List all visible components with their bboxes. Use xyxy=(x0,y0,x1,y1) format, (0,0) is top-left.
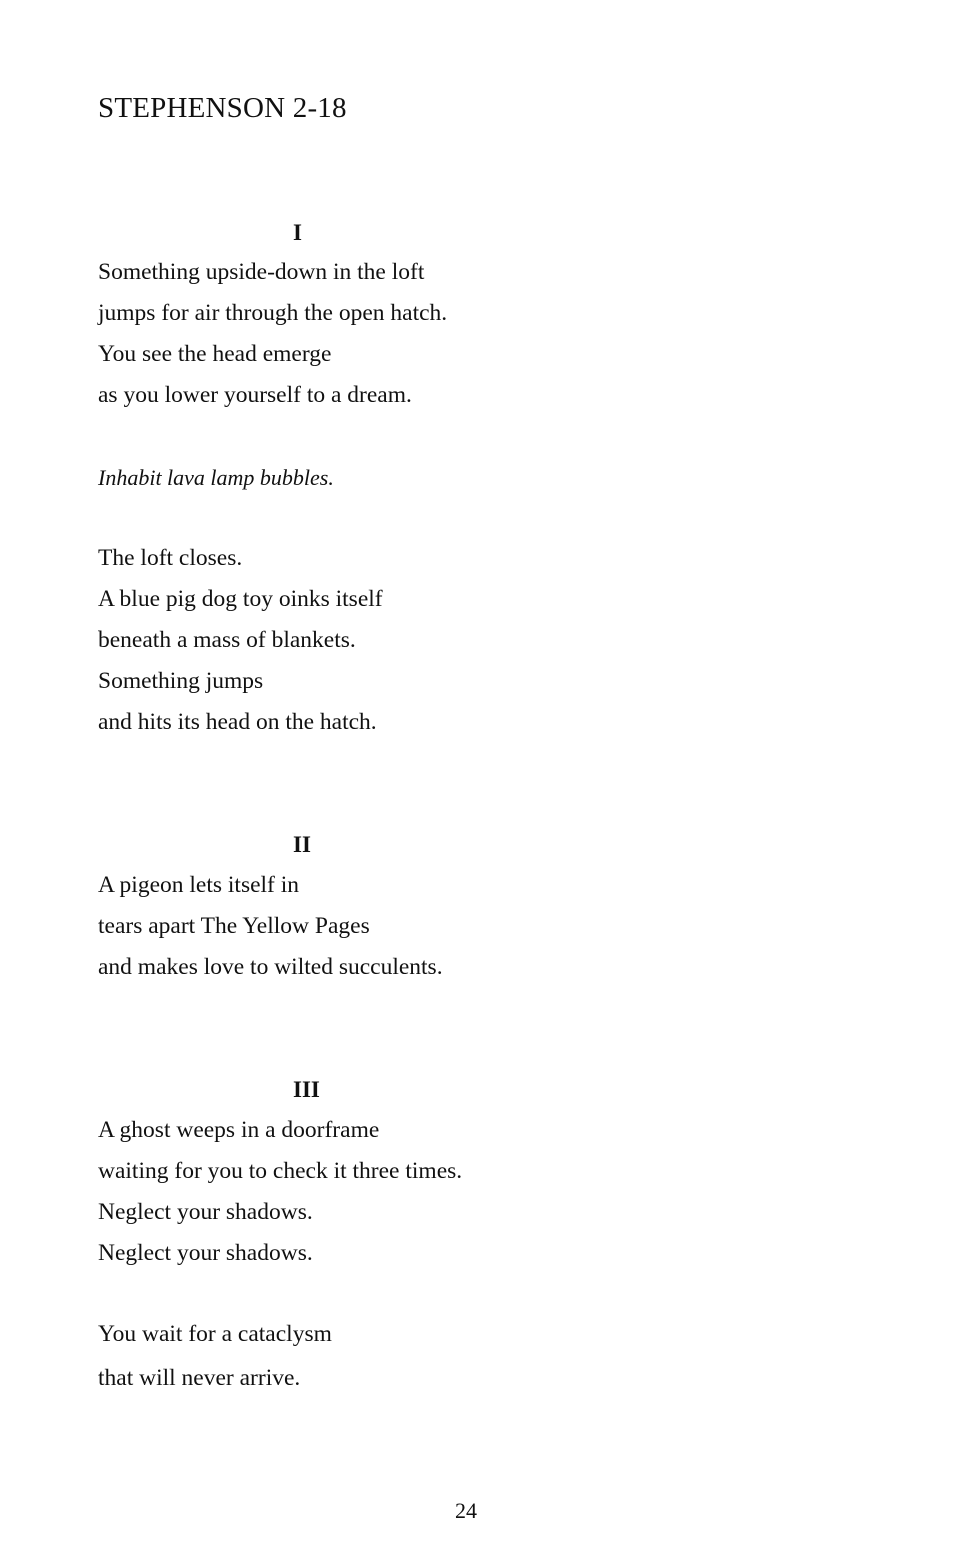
poem-line: You wait for a cataclysm xyxy=(98,1321,332,1347)
poem-line: A blue pig dog toy oinks itself xyxy=(98,586,383,612)
poem-line: A ghost weeps in a doorframe xyxy=(98,1117,380,1143)
section-heading-1: I xyxy=(293,220,302,245)
section-heading-3: III xyxy=(293,1077,320,1102)
poem-line: as you lower yourself to a dream. xyxy=(98,382,412,408)
poem-line: A pigeon lets itself in xyxy=(98,872,300,898)
section-heading-2: II xyxy=(293,832,311,857)
poem-line: and hits its head on the hatch. xyxy=(98,709,377,735)
page-number: 24 xyxy=(455,1498,477,1523)
poem-line: jumps for air through the open hatch. xyxy=(98,300,448,326)
poem-line: Neglect your shadows. xyxy=(98,1240,313,1266)
poem-line: Something jumps xyxy=(98,668,264,694)
poem-line: waiting for you to check it three times. xyxy=(98,1158,463,1184)
poem-line: Something upside-down in the loft xyxy=(98,259,425,285)
poem-line: You see the head emerge xyxy=(98,341,332,367)
poem-line: and makes love to wilted succulents. xyxy=(98,954,443,980)
poem-line: that will never arrive. xyxy=(98,1365,301,1391)
poem-line: Neglect your shadows. xyxy=(98,1199,313,1225)
poem-line-italic: Inhabit lava lamp bubbles. xyxy=(98,465,334,490)
poem-title: STEPHENSON 2-18 xyxy=(98,92,347,124)
poem-line: The loft closes. xyxy=(98,545,243,571)
poem-line: tears apart The Yellow Pages xyxy=(98,913,370,939)
poem-line: beneath a mass of blankets. xyxy=(98,627,356,653)
